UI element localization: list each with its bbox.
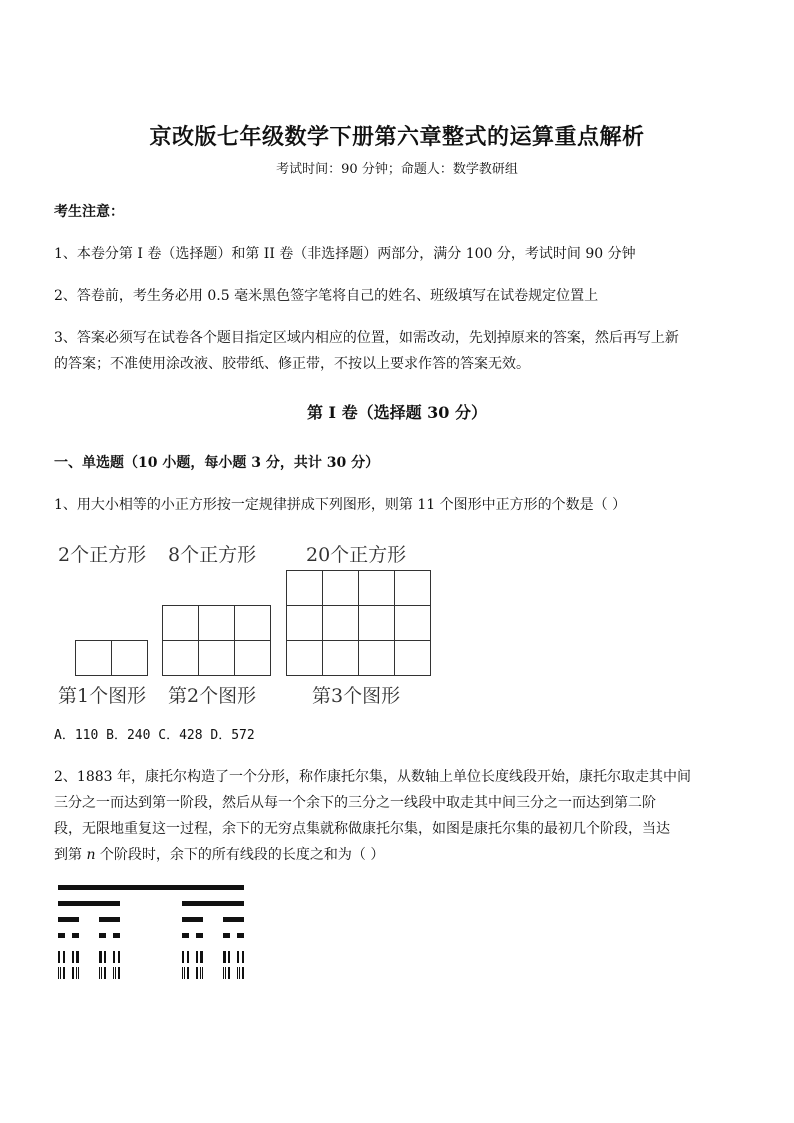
cantor-set-diagram	[58, 885, 248, 985]
question-2-line-2: 三分之一而达到第一阶段，然后从每一个余下的三分之一线段中取走其中间三分之一而达到第二阶	[54, 795, 656, 811]
cantor-segment	[101, 967, 102, 979]
cantor-segment	[184, 967, 185, 979]
figure-2-count-label: 8个正方形	[168, 544, 257, 566]
cantor-segment	[58, 885, 244, 890]
question-1-options: A．110 B．240 C．428 D．572	[54, 728, 255, 743]
cantor-segment	[63, 951, 65, 963]
question-2-line-3: 段，无限地重复这一过程，余下的无穷点集就称做康托尔集，如图是康托尔集的最初几个阶段，当达	[54, 821, 670, 837]
variable-n: n	[86, 847, 96, 863]
notice-item-3: 3、答案必须写在试卷各个题目指定区域内相应的位置，如需改动，先划掉原来的答案，然后再写上新	[54, 330, 679, 346]
cantor-segment	[223, 917, 244, 922]
figure-3-squares	[286, 570, 431, 676]
question-2-line-1: 2、1883 年，康托尔构造了一个分形，称作康托尔集，从数轴上单位长度线段开始，康托尔取走其中间	[54, 769, 691, 785]
figure-2-squares	[162, 605, 271, 676]
cantor-segment	[119, 967, 120, 979]
section-title: 第 I 卷（选择题 30 分）	[306, 403, 488, 422]
cantor-segment	[237, 933, 244, 938]
cantor-segment	[58, 901, 120, 906]
cantor-segment	[113, 933, 120, 938]
figure-3-caption: 第3个图形	[312, 685, 401, 707]
cantor-segment	[72, 951, 74, 963]
cantor-segment	[99, 951, 101, 963]
question-2-line-4: 到第 n 个阶段时，余下的所有线段的长度之和为（ ）	[54, 847, 385, 863]
figure-1-caption: 第1个图形	[58, 685, 147, 707]
figure-1-count-label: 2个正方形	[58, 544, 147, 566]
cantor-segment	[99, 933, 106, 938]
cantor-segment	[78, 967, 79, 979]
cantor-segment	[237, 951, 239, 963]
notice-item-2: 2、答卷前，考生务必用 0.5 毫米黑色签字笔将自己的姓名、班级填写在试卷规定位置上	[54, 288, 599, 304]
cantor-segment	[187, 951, 189, 963]
cantor-segment	[118, 951, 120, 963]
figure-3-count-label: 20个正方形	[306, 544, 407, 566]
page-title: 京改版七年级数学下册第六章整式的运算重点解析	[149, 124, 645, 150]
cantor-segment	[242, 951, 244, 963]
figure-1-squares	[75, 640, 148, 676]
cantor-segment	[182, 917, 203, 922]
cantor-segment	[58, 933, 65, 938]
cantor-segment	[243, 967, 244, 979]
cantor-segment	[104, 951, 106, 963]
cantor-segment	[99, 917, 120, 922]
cantor-segment	[64, 967, 65, 979]
cantor-segment	[182, 901, 244, 906]
figure-2-caption: 第2个图形	[168, 685, 257, 707]
cantor-segment	[228, 951, 230, 963]
cantor-segment	[223, 933, 230, 938]
cantor-segment	[225, 967, 226, 979]
notice-heading: 考生注意：	[54, 204, 124, 220]
cantor-segment	[188, 967, 189, 979]
notice-item-1: 1、本卷分第 I 卷（选择题）和第 II 卷（非选择题）两部分，满分 100 分，考试时间 90 分钟	[54, 246, 636, 262]
question-1-stem: 1、用大小相等的小正方形按一定规律拼成下列图形，则第 11 个图形中正方形的个数是（ ）	[54, 497, 627, 513]
cantor-segment	[239, 967, 240, 979]
cantor-segment	[105, 967, 106, 979]
cantor-segment	[60, 967, 61, 979]
cantor-segment	[196, 933, 203, 938]
cantor-segment	[197, 967, 198, 979]
cantor-segment	[58, 951, 60, 963]
cantor-segment	[182, 951, 184, 963]
cantor-segment	[72, 933, 79, 938]
cantor-segment	[73, 967, 74, 979]
cantor-segment	[223, 951, 225, 963]
cantor-segment	[113, 951, 115, 963]
exam-info: 考试时间：90 分钟；命题人：数学教研组	[276, 162, 518, 177]
cantor-segment	[229, 967, 230, 979]
cantor-segment	[58, 917, 79, 922]
cantor-segment	[202, 967, 203, 979]
cantor-segment	[76, 951, 78, 963]
cantor-segment	[196, 951, 198, 963]
cantor-segment	[200, 951, 202, 963]
notice-item-3-cont: 的答案；不准使用涂改液、胶带纸、修正带，不按以上要求作答的答案无效。	[54, 356, 530, 372]
part-heading: 一、单选题（10 小题，每小题 3 分，共计 30 分）	[54, 455, 380, 471]
cantor-segment	[182, 933, 189, 938]
cantor-segment	[115, 967, 116, 979]
